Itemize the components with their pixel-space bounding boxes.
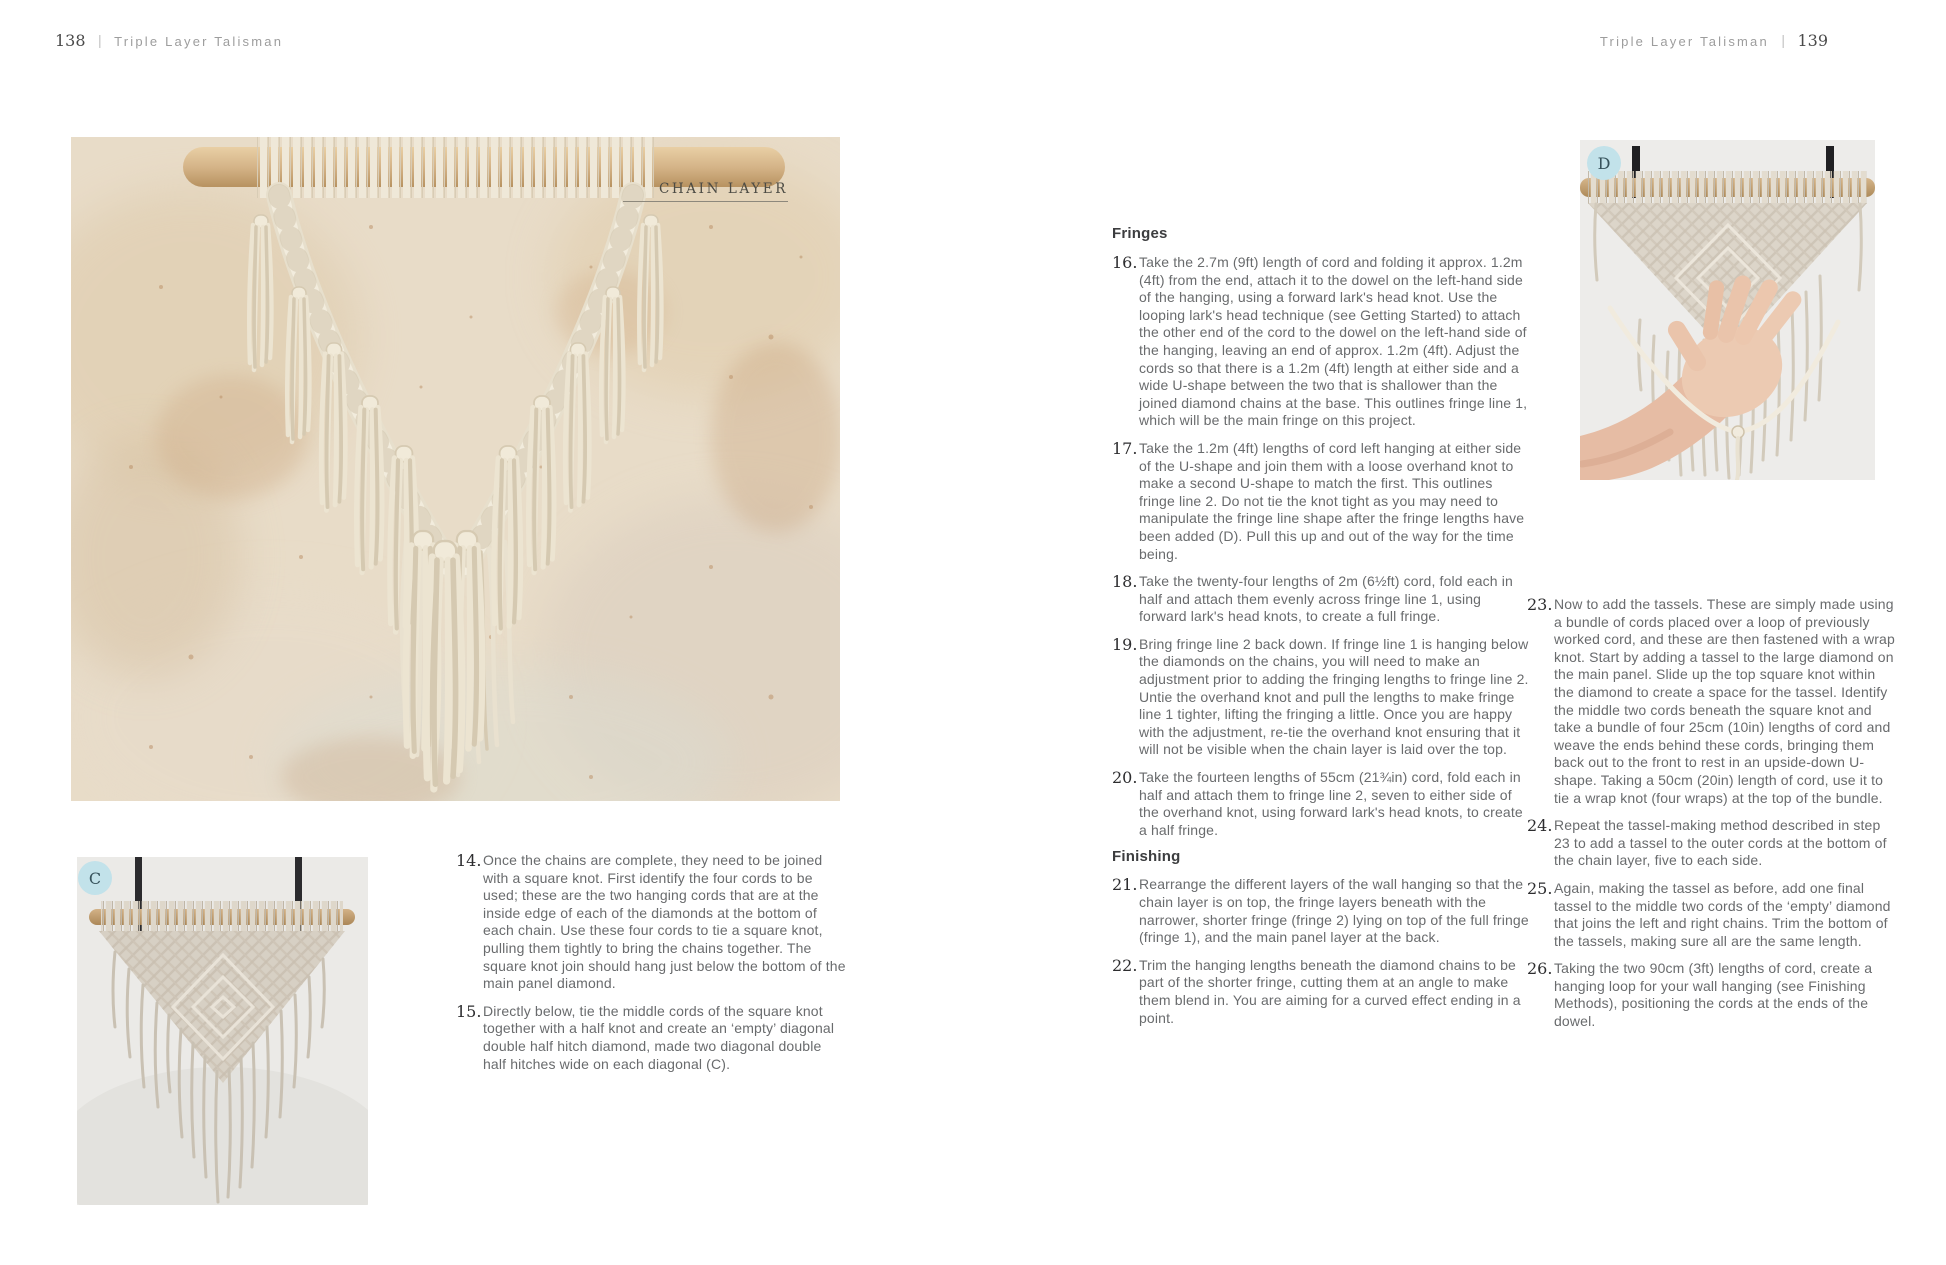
step-18: [1112, 573, 1530, 626]
wrapped-cords-band: [1588, 171, 1867, 204]
step-text: Directly below, tie the middle cords of the square knot together with a half knot and create an ‘empty’ diagonal double half hitch diamond, made two diagonal double half hitches wide on each diagonal (C).: [483, 1002, 835, 1072]
photo-d-illustration: [1580, 140, 1875, 480]
step-number: 20.: [1112, 768, 1138, 788]
photo-c-detail: [77, 857, 368, 1205]
photo-c-illustration: [77, 857, 368, 1205]
right-page-header: [1600, 31, 1828, 51]
step-text: Repeat the tassel-making method described in step 23 to add a tassel to the outer cords at the bottom of the chain layer, five to each side.: [1554, 817, 1887, 869]
section-heading-fringes: Fringes: [1112, 225, 1168, 242]
right-page-column-1: [1112, 226, 1530, 1037]
step-number: 22.: [1112, 955, 1138, 975]
step-number: 26.: [1527, 959, 1553, 979]
left-page-number: 138: [55, 31, 86, 50]
step-22: [1112, 957, 1530, 1027]
right-page-column-2: [1527, 596, 1899, 1041]
right-header-title: Triple Layer Talisman: [1599, 34, 1769, 49]
left-page-steps: [456, 852, 848, 1083]
step-number: 19.: [1112, 634, 1138, 654]
section-heading-finishing: Finishing: [1112, 848, 1181, 866]
step-17: [1112, 440, 1530, 563]
photo-c-floor-shadow: [77, 1067, 368, 1205]
step-14: [456, 852, 848, 993]
right-page-number: 139: [1797, 31, 1828, 50]
step-number: 14.: [456, 851, 482, 870]
step-20: [1112, 769, 1530, 839]
header-separator: |: [1781, 32, 1785, 48]
step-16: [1112, 254, 1530, 430]
step-26: [1527, 960, 1899, 1030]
step-text: Trim the hanging lengths beneath the diamond chains to be part of the shorter fringe, cutting them at an angle to make them blend in. You are aiming for a curved effect ending in a point.: [1139, 956, 1521, 1026]
left-header-title: Triple Layer Talisman: [114, 34, 284, 49]
step-number: 16.: [1112, 253, 1138, 272]
step-21: [1112, 876, 1530, 946]
figure-badge-d: D: [1587, 146, 1621, 180]
step-text: Bring fringe line 2 back down. If fringe line 1 is hanging below the diamonds on the chains, you will need to make an adjustment prior to adding the fringing lengths to fringe line 2. Untie the overhand knot and pull the lengths to make fringe line 1 tighter, lifting the fringing a little. Once you are happy with the adjustment, re-tie the overhand knot ensuring that it will not be visible when the chain layer is laid over the top.: [1139, 635, 1529, 758]
figure-badge-c: C: [78, 861, 112, 895]
step-text: Take the 2.7m (9ft) length of cord and folding it approx. 1.2m (4ft) from the end, attach it to the dowel on the left-hand side of the hanging, using a forward lark's head knot. Use the looping lark's head technique (see Getting Started) to attach the other end of the cord to the dowel on the left-hand side of the hanging, leaving an end of approx. 1.2m (4ft). Adjust the cords so that there is a 1.2m (4ft) length at either side and a wide U-shape between the two that is shallower than the joined diamond chains at the base. This outlines fringe line 1, which will be the main fringe on this project.: [1139, 254, 1528, 429]
step-25: [1527, 880, 1899, 950]
step-number: 15.: [456, 1001, 482, 1021]
photo-chain-layer: [71, 137, 840, 801]
chain-layer-illustration: [71, 137, 840, 801]
step-text: Again, making the tassel as before, add one final tassel to the middle two cords of the ‘empty’ diamond that joins the left and right chains. Trim the bottom of the tassels, making sure all are the same length.: [1554, 879, 1891, 949]
header-separator: |: [98, 32, 102, 48]
step-text: Take the fourteen lengths of 55cm (21¾in) cord, fold each in half and attach them to fringe line 2, seven to either side of the overhand knot, using forward lark's head knots, to create a half fringe.: [1139, 769, 1523, 838]
step-text: Once the chains are complete, they need to be joined with a square knot. First identify the four cords to be used; these are the two hanging cords that are at the inside edge of each of the diamonds at the bottom of each chain. Use these four cords to tie a square knot, pulling them tightly to bring the chains together. The square knot join should hang just below the bottom of the main panel diamond.: [483, 852, 846, 992]
step-23: [1527, 596, 1899, 807]
step-text: Now to add the tassels. These are simply made using a bundle of cords placed over a loop of previously worked cord, and these are then fastened with a wrap knot. Start by adding a tassel to the large diamond on the main panel. Slide up the top square knot within the diamond to create a space for the tassel. Identify the middle two cords beneath the square knot and take a bundle of four 25cm (10in) lengths of cord and weave the ends behind these cords, bringing them back out to the front to rest in an upside-down U-shape. Taking a 50cm (20in) length of cord, use it to tie a wrap knot (four wraps) at the top of the bundle.: [1554, 596, 1895, 806]
step-number: 21.: [1112, 875, 1138, 895]
left-page-header: [55, 31, 283, 51]
step-number: 25.: [1527, 878, 1553, 898]
wrapped-cords-band: [257, 137, 655, 198]
step-text: Rearrange the different layers of the wall hanging so that the chain layer is on top, the fringe layers beneath with the narrower, shorter fringe (fringe 2) lying on top of the full fringe (fringe 1), and the main panel layer at the back.: [1139, 876, 1529, 946]
step-15: [456, 1003, 848, 1073]
step-number: 23.: [1527, 595, 1553, 614]
step-19: [1112, 636, 1530, 759]
step-text: Take the 1.2m (4ft) lengths of cord left hanging at either side of the U-shape and join them with a loose overhand knot to make a second U-shape to match the first. This outlines fringe line 2. Do not tie the knot tight as you may need to manipulate the fringe line shape after the fringe lengths have been added (D). Pull this up and out of the way for the time being.: [1139, 439, 1525, 562]
step-24: [1527, 817, 1899, 870]
step-number: 18.: [1112, 572, 1138, 592]
chain-layer-label: CHAIN LAYER: [623, 181, 788, 202]
step-number: 24.: [1527, 816, 1553, 836]
photo-d-detail: [1580, 140, 1875, 480]
step-text: Taking the two 90cm (3ft) lengths of cord, create a hanging loop for your wall hanging (see Finishing Methods), positioning the cords at the ends of the dowel.: [1554, 960, 1873, 1030]
step-number: 17.: [1112, 438, 1138, 458]
step-text: Take the twenty-four lengths of 2m (6½ft) cord, fold each in half and attach them evenly across fringe line 1, using forward lark's head knots, to create a full fringe.: [1139, 573, 1513, 625]
wrapped-cords-band: [101, 901, 343, 932]
